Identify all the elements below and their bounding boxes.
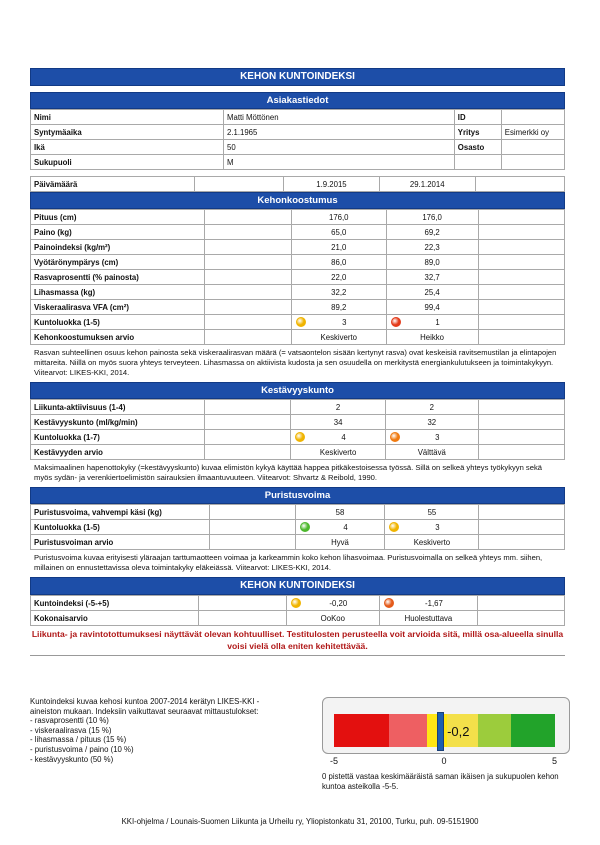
row-label: Kuntoindeksi (-5-+5)	[31, 596, 199, 611]
grip-note: Puristusvoima kuvaa erityisesti yläraajan tarttumaotteen voimaa ja karkeammin koko kehon lihasvoimaa. Puristusvoimalla on selkeä yhteys mm. siihen, millainen on ennustettavissa oleva toimintakyky eläkeiässä. Viitearvot: LIKES-KKI, 2014.	[34, 553, 543, 572]
table-row	[31, 140, 565, 155]
method-description	[30, 697, 280, 764]
gauge-segment	[511, 714, 555, 747]
method-item: - viskeraalirasva (15 %)	[30, 725, 112, 735]
method-item: - puristusvoima / paino (10 %)	[30, 744, 134, 754]
table-row	[31, 505, 565, 520]
row-value: 89,0	[386, 255, 478, 270]
class-indicator-icon	[291, 598, 301, 608]
row-label: Ikä	[31, 140, 224, 155]
row-label: Painoindeksi (kg/m²)	[31, 240, 205, 255]
row-value: 176,0	[386, 210, 478, 225]
row-label: Kuntoluokka (1-5)	[31, 315, 205, 330]
rating-value: Hyvä	[295, 535, 385, 550]
table-row	[31, 596, 565, 611]
row-value: 4	[341, 432, 346, 442]
table-row	[31, 110, 565, 125]
row-value: Esimerkki oy	[501, 125, 564, 140]
table-row	[31, 225, 565, 240]
body-comp-note: Rasvan suhteellinen osuus kehon painosta sekä viskeraalirasvan määrä (= vatsaontelon sisään kertynyt rasva) ovat keskeisiä ravitsemustilan ja elintapojen mittareita. Niillä on myös suora yhteys terveyteen. Lihasmassa on aktiivista kudosta ja sen osuudella on merkitystä energiankulutukseen ja toimintakykyyn. Viitearvot: LIKES-KKI, 2014.	[34, 348, 557, 377]
row-label: Kehonkoostumuksen arvio	[31, 330, 205, 345]
grip-section-header: Puristusvoima	[30, 487, 565, 504]
row-value: Matti Möttönen	[224, 110, 455, 125]
method-item: - kestävyyskunto (50 %)	[30, 754, 114, 764]
row-label: Vyötärönympärys (cm)	[31, 255, 205, 270]
class-indicator-icon	[389, 522, 399, 532]
row-value: 4	[343, 522, 348, 532]
table-row	[31, 520, 565, 535]
endurance-note: Maksimaalinen hapenottokyky (=kestävyyskunto) kuvaa elimistön kykyä käyttää happea pitkäkestoisessa työssä. Sillä on selkeä yhteys työkykyyn sekä myös sydän- ja verenkiertoelimistön sairauksien ilmaantuvuuteen. Viitearvot: Shvartz & Reibold, 1990.	[34, 463, 542, 482]
row-value: 65,0	[291, 225, 386, 240]
table-row	[31, 400, 565, 415]
rating-value: Keskiverto	[385, 535, 479, 550]
row-value: M	[224, 155, 455, 170]
index-gauge	[322, 697, 570, 766]
gauge-value-label: -0,2	[447, 724, 470, 739]
measure-date-2: 29.1.2014	[379, 177, 475, 192]
method-item: - lihasmassa / pituus (15 %)	[30, 735, 127, 745]
row-value: 32	[385, 415, 478, 430]
row-label: Kuntoluokka (1-5)	[31, 520, 210, 535]
row-value: 3	[435, 432, 440, 442]
gauge-tick-zero: 0	[441, 756, 447, 766]
row-value: 21,0	[291, 240, 386, 255]
row-label: Kokonaisarvio	[31, 611, 199, 626]
table-row	[31, 315, 565, 330]
row-value	[501, 140, 564, 155]
row-label: Kestävyyskunto (ml/kg/min)	[31, 415, 205, 430]
row-value: 69,2	[386, 225, 478, 240]
row-value: 50	[224, 140, 455, 155]
row-label: Yritys	[454, 125, 501, 140]
index-section-header: KEHON KUNTOINDEKSI	[30, 577, 565, 595]
row-label: Rasvaprosentti (% painosta)	[31, 270, 205, 285]
rating-value: Välttävä	[385, 445, 478, 460]
row-label: Syntymäaika	[31, 125, 224, 140]
row-label: Nimi	[31, 110, 224, 125]
row-value: 89,2	[291, 300, 386, 315]
row-value: 2	[291, 400, 386, 415]
report-sheet	[30, 68, 565, 656]
row-label	[454, 155, 501, 170]
table-row	[31, 177, 565, 192]
endurance-table	[30, 399, 565, 460]
gauge-segment	[334, 714, 389, 747]
row-label: Liikunta-aktiivisuus (1-4)	[31, 400, 205, 415]
table-row	[31, 240, 565, 255]
class-indicator-icon	[390, 432, 400, 442]
row-value: 55	[385, 505, 479, 520]
row-value: 3	[435, 522, 440, 532]
gauge-segment	[478, 714, 511, 747]
table-row	[31, 430, 565, 445]
class-indicator-icon	[295, 432, 305, 442]
table-row	[31, 285, 565, 300]
method-item: - rasvaprosentti (10 %)	[30, 716, 109, 726]
gauge-tick-max: 5	[552, 756, 558, 766]
gauge-marker	[437, 712, 444, 751]
table-row	[31, 535, 565, 550]
row-value: 86,0	[291, 255, 386, 270]
report-title: KEHON KUNTOINDEKSI	[30, 68, 565, 86]
index-table	[30, 595, 565, 626]
row-label: Paino (kg)	[31, 225, 205, 240]
row-value: 2	[385, 400, 478, 415]
table-row	[31, 611, 565, 626]
row-label: Kestävyyden arvio	[31, 445, 205, 460]
bottom-area	[30, 697, 565, 797]
table-row	[31, 210, 565, 225]
row-value: 25,4	[386, 285, 478, 300]
class-indicator-icon	[300, 522, 310, 532]
rating-value: Heikko	[386, 330, 478, 345]
row-value: 58	[295, 505, 385, 520]
gauge-note: 0 pistettä vastaa keskimääräistä saman ikäisen ja sukupuolen kehon kuntoa asteikolla -5-5.	[322, 772, 559, 791]
row-label: Sukupuoli	[31, 155, 224, 170]
client-section-header: Asiakastiedot	[30, 92, 565, 109]
overall-summary: Liikunta- ja ravintotottumuksesi näyttävät olevan kohtuulliset. Testitulosten perusteella voit arvioida sitä, millä osa-alueella sinulla voisi vielä olla eniten kehitettävää.	[30, 626, 565, 656]
row-value: 34	[291, 415, 386, 430]
class-indicator-icon	[384, 598, 394, 608]
row-value: 32,2	[291, 285, 386, 300]
row-label: Osasto	[454, 140, 501, 155]
body-comp-table	[30, 209, 565, 345]
table-row	[31, 300, 565, 315]
body-comp-section-header: Kehonkoostumus	[30, 192, 565, 209]
endurance-section-header: Kestävyyskunto	[30, 382, 565, 399]
rating-value: Huolestuttava	[380, 611, 478, 626]
row-value: -0,20	[329, 598, 348, 608]
class-indicator-icon	[296, 317, 306, 327]
row-label: Kuntoluokka (1-7)	[31, 430, 205, 445]
row-label: ID	[454, 110, 501, 125]
method-intro: Kuntoindeksi kuvaa kehosi kuntoa 2007-2014 kerätyn LIKES-KKI -aineiston mukaan. Indeksiin vaikuttavat seuraavat mittaustulokset:	[30, 697, 260, 716]
row-value: 2.1.1965	[224, 125, 455, 140]
table-row	[31, 330, 565, 345]
row-label: Puristusvoima, vahvempi käsi (kg)	[31, 505, 210, 520]
table-row	[31, 415, 565, 430]
table-row	[31, 255, 565, 270]
rating-value: Keskiverto	[291, 445, 386, 460]
row-value	[501, 155, 564, 170]
row-label: Lihasmassa (kg)	[31, 285, 205, 300]
dates-table	[30, 176, 565, 192]
row-value: 22,0	[291, 270, 386, 285]
table-row	[31, 270, 565, 285]
footer-contact: KKI-ohjelma / Lounais-Suomen Liikunta ja Urheilu ry, Yliopistonkatu 31, 20100, Turku, puh. 09-5151900	[121, 817, 479, 826]
measure-date-1: 1.9.2015	[284, 177, 379, 192]
gauge-tick-min: -5	[330, 756, 339, 766]
gauge-scale	[334, 714, 555, 747]
rating-value: Keskiverto	[291, 330, 386, 345]
row-value: 176,0	[291, 210, 386, 225]
row-value	[501, 110, 564, 125]
rating-value: OoKoo	[286, 611, 380, 626]
grip-table	[30, 504, 565, 550]
row-value: -1,67	[425, 598, 443, 608]
row-value: 22,3	[386, 240, 478, 255]
client-table	[30, 109, 565, 170]
row-value: 99,4	[386, 300, 478, 315]
row-label: Pituus (cm)	[31, 210, 205, 225]
table-row	[31, 445, 565, 460]
row-value: 3	[342, 317, 347, 327]
class-indicator-icon	[391, 317, 401, 327]
table-row	[31, 155, 565, 170]
row-value: 32,7	[386, 270, 478, 285]
row-label: Päivämäärä	[31, 177, 195, 192]
row-value: 1	[435, 317, 440, 327]
table-row	[31, 125, 565, 140]
row-label: Viskeraalirasva VFA (cm²)	[31, 300, 205, 315]
row-label: Puristusvoiman arvio	[31, 535, 210, 550]
gauge-segment	[389, 714, 427, 747]
